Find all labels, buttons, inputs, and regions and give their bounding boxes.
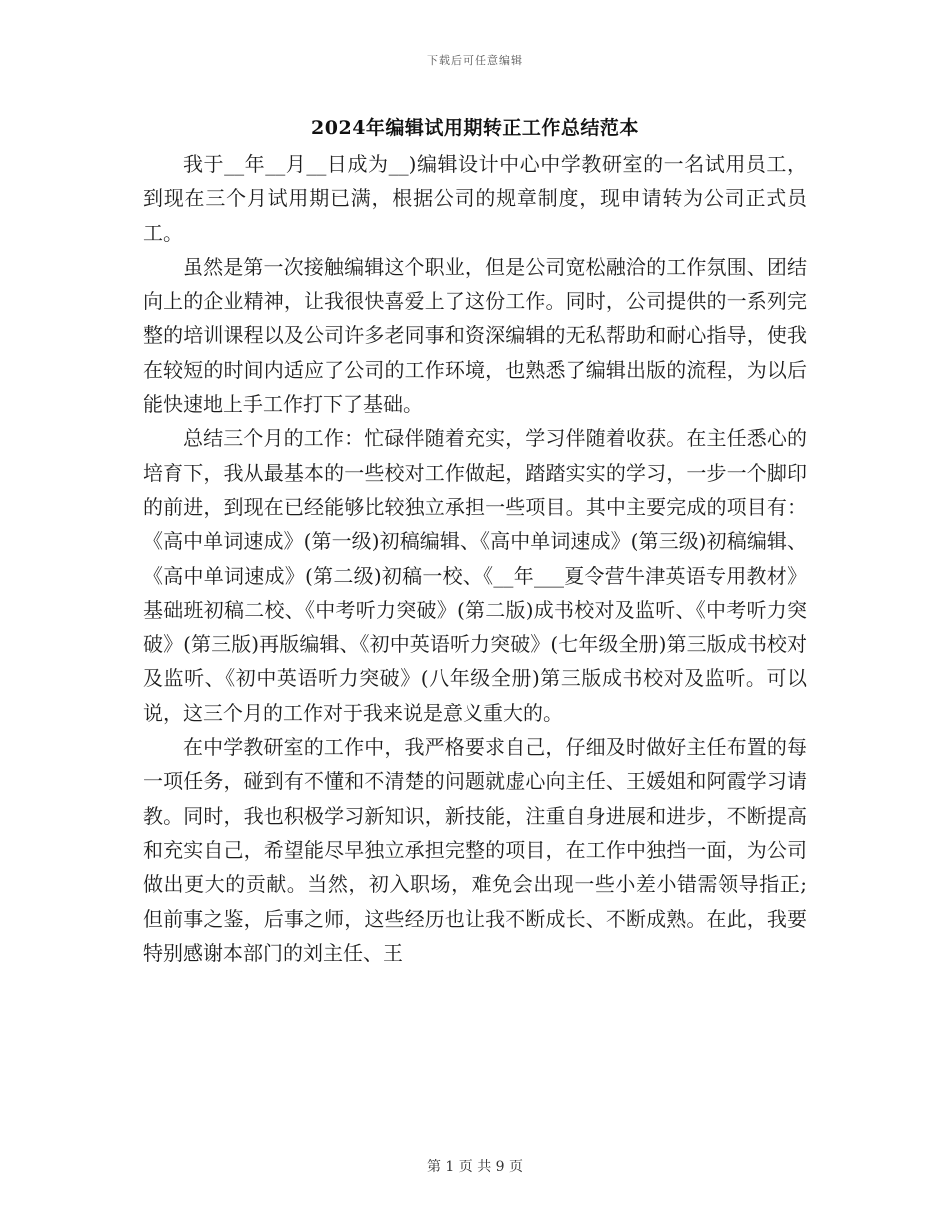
paragraph-1: 我于__年__月__日成为__)编辑设计中心中学教研室的一名试用员工，到现在三个月试用期已满，根据公司的规章制度，现申请转为公司正式员工。 [143, 152, 807, 245]
document-body [143, 147, 807, 970]
page-header: 下载后可任意编辑 [427, 54, 523, 67]
page-number: 第 1 页 共 9 页 [426, 1159, 524, 1175]
document-title: 2024年编辑试用期转正工作总结范本 [311, 117, 639, 139]
paragraph-3: 总结三个月的工作：忙碌伴随着充实，学习伴随着收获。在主任悉心的培育下，我从最基本的一些校对工作做起，踏踏实实的学习，一步一个脚印的前进，到现在已经能够比较独立承担一些项目。其中主要完成的项目有：《高中单词速成》(第一级)初稿编辑、《高中单词速成》(第三级)初稿编辑、《高中单词速成》(第二级)初稿一校、《__年___夏令营牛津英语专用教材》基础班初稿二校、《中考听力突破》(第二版)成书校对及监听、《中考听力突破》(第三版)再版编辑、《初中英语听力突破》(七年级全册)第三版成书校对及监听、《初中英语听力突破》(八年级全册)第三版成书校对及监听。可以说，这三个月的工作对于我来说是意义重大的。 [143, 426, 807, 725]
paragraph-4: 在中学教研室的工作中，我严格要求自己，仔细及时做好主任布置的每一项任务，碰到有不懂和不清楚的问题就虚心向主任、王媛姐和阿霞学习请教。同时，我也积极学习新知识，新技能，注重自身进展和进步，不断提高和充实自己，希望能尽早独立承担完整的项目，在工作中独挡一面，为公司做出更大的贡献。当然，初入职场，难免会出现一些小差小错需领导指正;但前事之鉴，后事之师，这些经历也让我不断成长、不断成熟。在此，我要特别感谢本部门的刘主任、王 [143, 735, 807, 965]
paragraph-2: 虽然是第一次接触编辑这个职业，但是公司宽松融洽的工作氛围、团结向上的企业精神，让我很快喜爱上了这份工作。同时，公司提供的一系列完整的培训课程以及公司许多老同事和资深编辑的无私帮助和耐心指导，使我在较短的时间内适应了公司的工作环境，也熟悉了编辑出版的流程，为以后能快速地上手工作打下了基础。 [143, 254, 807, 417]
